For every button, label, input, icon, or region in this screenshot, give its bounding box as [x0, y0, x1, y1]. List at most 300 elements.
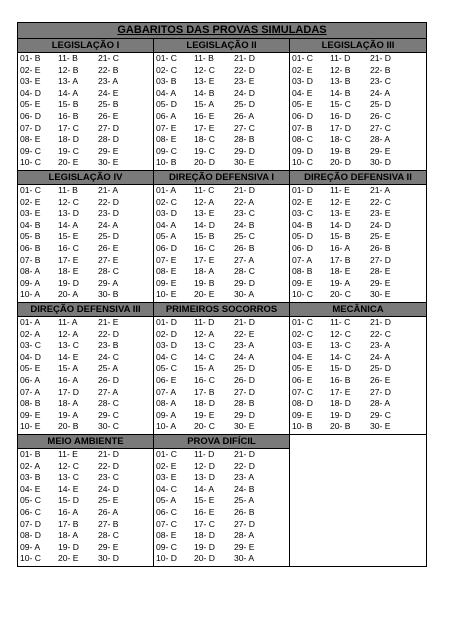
answer-item: 14- B	[194, 87, 215, 98]
answer-grid	[154, 185, 289, 302]
answer-item: 01- C	[292, 53, 314, 63]
answer-item: 05- C	[20, 495, 42, 506]
answer-item: 26- E	[98, 243, 119, 253]
answer-item: 22- D	[234, 64, 256, 75]
answer-item: 30- E	[370, 289, 391, 300]
answer-item: 15- A	[58, 363, 79, 374]
answer-item: 19- D	[330, 409, 352, 420]
answer-item: 10- B	[156, 157, 177, 168]
answer-item: 16- B	[330, 375, 351, 385]
answer-item: 10- A	[156, 421, 177, 432]
answer-item: 07- E	[156, 254, 177, 265]
answer-item: 11- C	[194, 185, 215, 195]
section-primeiros-socorros	[154, 303, 290, 435]
answer-item: 17- B	[58, 518, 79, 529]
answer-item: 21- A	[98, 185, 119, 195]
answer-item: 21- D	[370, 53, 392, 63]
answer-item: 29- C	[370, 409, 392, 420]
answer-grid	[154, 53, 289, 170]
section-direcao-defensiva-1	[154, 171, 290, 303]
answer-item: 25- D	[370, 363, 392, 374]
answer-item: 06- D	[20, 111, 42, 121]
answer-item: 09- A	[20, 277, 41, 288]
answer-item: 16- A	[330, 243, 351, 253]
answer-item: 13- A	[58, 76, 79, 87]
answer-item: 06- D	[292, 111, 314, 121]
answer-item: 12- C	[58, 460, 80, 471]
answer-item: 18- D	[330, 398, 352, 409]
answer-item: 06- E	[156, 375, 177, 385]
answer-item: 11- D	[330, 53, 351, 63]
answer-item: 26- A	[234, 111, 255, 121]
answer-item: 25- A	[98, 363, 119, 374]
answer-item: 06- A	[20, 375, 41, 385]
answer-item: 17- B	[194, 386, 215, 397]
answer-item: 27- A	[234, 254, 255, 265]
answer-item: 27- B	[98, 518, 119, 529]
answer-item: 18- A	[58, 530, 79, 541]
answer-item: 21- D	[98, 449, 120, 459]
answer-item: 23- E	[234, 76, 255, 87]
answer-item: 03- E	[20, 76, 41, 87]
answer-item: 14- E	[58, 483, 79, 494]
answer-item: 19- D	[58, 541, 80, 552]
answer-item: 15- E	[194, 495, 215, 506]
answer-item: 20- D	[194, 157, 216, 168]
answer-item: 04- C	[156, 483, 178, 494]
section-direcao-defensiva-2	[290, 171, 427, 303]
answer-item: 24- A	[370, 87, 391, 98]
answer-item: 14- A	[194, 483, 215, 494]
answer-item: 02- C	[292, 328, 314, 339]
answer-item: 01- B	[20, 449, 41, 459]
answer-item: 30- E	[234, 421, 255, 432]
answer-item: 20- E	[194, 289, 215, 300]
answer-item: 23- C	[234, 208, 256, 219]
answer-item: 15- B	[330, 231, 351, 242]
answer-item: 22- D	[98, 460, 120, 471]
answer-item: 20- E	[58, 157, 79, 168]
answer-item: 22- D	[98, 196, 120, 207]
answer-item: 11- D	[194, 449, 215, 459]
section-legislacao-2	[154, 39, 290, 171]
answer-item: 07- A	[292, 254, 313, 265]
answer-item: 22- B	[98, 64, 119, 75]
answer-item: 29- E	[370, 277, 391, 288]
answer-item: 19- A	[330, 277, 351, 288]
answer-item: 18- C	[330, 134, 352, 145]
answer-item: 07- B	[20, 254, 41, 265]
answer-item: 14- B	[330, 87, 351, 98]
answer-item: 26- B	[234, 243, 255, 253]
answer-item: 22- A	[234, 196, 255, 207]
answer-item: 27- D	[98, 122, 120, 133]
answer-item: 26- A	[98, 507, 119, 517]
answer-item: 04- D	[20, 351, 42, 362]
answer-item: 23- B	[98, 340, 119, 351]
answer-item: 25- D	[234, 363, 256, 374]
answer-item: 15- A	[194, 363, 215, 374]
answer-item: 19- E	[194, 409, 215, 420]
answer-item: 15- E	[58, 231, 79, 242]
answer-item: 07- C	[292, 386, 314, 397]
section-header: LEGISLAÇÃO IV	[18, 171, 153, 185]
answer-item: 23- D	[98, 208, 120, 219]
answer-item: 14- E	[58, 351, 79, 362]
answer-item: 25- D	[98, 231, 120, 242]
answer-grid	[154, 317, 289, 434]
answer-item: 14- D	[330, 219, 352, 230]
answer-item: 21- D	[370, 317, 392, 327]
answer-item: 08- E	[156, 266, 177, 277]
section-row-1	[17, 39, 427, 171]
answer-item: 29- E	[98, 145, 119, 156]
answer-item: 21- A	[370, 185, 391, 195]
answer-item: 30- E	[234, 157, 255, 168]
answer-item: 25- C	[234, 231, 256, 242]
answer-item: 27- A	[98, 386, 119, 397]
answer-item: 02- E	[156, 460, 177, 471]
answer-item: 01- C	[292, 317, 314, 327]
answer-grid	[18, 317, 153, 434]
answer-item: 28- A	[370, 134, 391, 145]
answer-item: 05- D	[156, 99, 178, 110]
answer-item: 20- E	[58, 553, 79, 564]
answer-item: 19- B	[330, 145, 351, 156]
answer-item: 01- A	[20, 317, 41, 327]
answer-item: 09- E	[156, 277, 177, 288]
answer-item: 03- C	[292, 208, 314, 219]
answer-item: 23- A	[370, 340, 391, 351]
section-legislacao-3	[290, 39, 427, 171]
answer-item: 12- B	[58, 64, 79, 75]
answer-item: 28- C	[98, 530, 120, 541]
answer-item: 06- C	[20, 507, 42, 517]
answer-item: 02- E	[20, 196, 41, 207]
answer-item: 26- E	[98, 111, 119, 121]
answer-item: 08- E	[156, 134, 177, 145]
answer-item: 06- E	[292, 375, 313, 385]
answer-item: 12- B	[330, 64, 351, 75]
answer-item: 03- D	[156, 340, 178, 351]
answer-item: 17- C	[194, 518, 216, 529]
answer-item: 03- B	[20, 472, 41, 483]
answer-item: 22- D	[98, 328, 120, 339]
answer-item: 03- E	[292, 340, 313, 351]
answer-item: 22- C	[370, 196, 392, 207]
section-meio-ambiente	[17, 435, 154, 567]
answer-item: 16- B	[58, 111, 79, 121]
answer-item: 14- A	[58, 219, 79, 230]
answer-item: 14- D	[194, 219, 216, 230]
answer-item: 11- E	[330, 185, 350, 195]
answer-item: 18- E	[58, 266, 79, 277]
section-legislacao-4	[17, 171, 154, 303]
answer-item: 14- C	[330, 351, 352, 362]
answer-item: 15- B	[58, 99, 79, 110]
answer-item: 23- A	[234, 340, 255, 351]
answer-item: 13- E	[330, 208, 351, 219]
section-mecanica	[290, 303, 427, 435]
answer-item: 27- D	[370, 386, 392, 397]
answer-item: 17- D	[330, 122, 352, 133]
section-header: DIREÇÃO DEFENSIVA II	[290, 171, 426, 185]
answer-item: 16- E	[194, 111, 215, 121]
answer-item: 01- D	[156, 317, 178, 327]
answer-item: 01- D	[292, 185, 314, 195]
answer-item: 13- D	[58, 208, 80, 219]
answer-item: 30- D	[370, 157, 392, 168]
answer-grid	[290, 185, 426, 302]
answer-grid	[154, 449, 289, 566]
answer-grid	[290, 53, 426, 170]
answer-item: 23- C	[98, 472, 120, 483]
answer-item: 24- A	[98, 219, 119, 230]
answer-item: 12- E	[330, 196, 351, 207]
answer-item: 06- C	[156, 507, 178, 517]
answer-item: 05- E	[292, 99, 313, 110]
answer-item: 29- D	[234, 409, 256, 420]
answer-item: 16- E	[194, 507, 215, 517]
answer-item: 15- D	[330, 363, 352, 374]
answer-item: 12- A	[194, 328, 215, 339]
answer-item: 26- B	[234, 507, 255, 517]
answer-item: 12- A	[58, 328, 79, 339]
answer-item: 17- E	[194, 122, 215, 133]
answer-item: 26- D	[98, 375, 120, 385]
answer-item: 04- A	[156, 87, 177, 98]
answer-item: 10- D	[156, 553, 178, 564]
answer-item: 02- A	[20, 328, 41, 339]
answer-item: 05- C	[156, 363, 178, 374]
answer-item: 07- D	[20, 518, 42, 529]
answer-item: 08- A	[156, 398, 177, 409]
answer-item: 09- E	[292, 277, 313, 288]
answer-item: 12- A	[194, 196, 215, 207]
answer-item: 04- E	[292, 87, 313, 98]
answer-item: 05- A	[156, 231, 177, 242]
answer-item: 29- E	[98, 541, 119, 552]
answer-item: 13- C	[58, 472, 80, 483]
answer-item: 02- E	[292, 64, 313, 75]
answer-item: 11- B	[194, 53, 214, 63]
answer-item: 02- C	[156, 196, 178, 207]
answer-item: 18- D	[58, 134, 80, 145]
answer-item: 16- C	[194, 243, 216, 253]
answer-grid	[18, 185, 153, 302]
answer-item: 25- D	[370, 99, 392, 110]
answer-item: 08- A	[20, 266, 41, 277]
answer-item: 01- B	[20, 53, 41, 63]
answer-item: 20- D	[194, 553, 216, 564]
answer-item: 19- B	[194, 277, 215, 288]
answer-item: 28- B	[234, 398, 255, 409]
answer-item: 06- A	[156, 111, 177, 121]
answer-item: 16- A	[58, 375, 79, 385]
answer-item: 04- E	[20, 483, 41, 494]
answer-item: 20- D	[330, 157, 352, 168]
answer-item: 10- C	[20, 553, 42, 564]
answer-item: 18- A	[58, 398, 79, 409]
answer-item: 25- E	[98, 495, 119, 506]
answer-item: 24- D	[234, 87, 256, 98]
answer-item: 06- D	[292, 243, 314, 253]
answer-item: 10- C	[292, 289, 314, 300]
section-header: PROVA DIFÍCIL	[154, 435, 289, 449]
answer-item: 08- D	[292, 398, 314, 409]
answer-item: 17- E	[194, 254, 215, 265]
answer-item: 16- C	[58, 243, 80, 253]
answer-item: 21- E	[98, 317, 119, 327]
answer-item: 01- C	[20, 185, 42, 195]
answer-item: 10- E	[20, 421, 41, 432]
section-header: LEGISLAÇÃO III	[290, 39, 426, 53]
answer-item: 20- A	[58, 289, 79, 300]
section-legislacao-1	[17, 39, 154, 171]
answer-item: 06- D	[156, 243, 178, 253]
answer-item: 27- C	[234, 122, 256, 133]
answer-item: 25- A	[234, 495, 255, 506]
section-row-2	[17, 171, 427, 303]
answer-item: 09- E	[292, 409, 313, 420]
answer-item: 28- C	[234, 266, 256, 277]
answer-item: 03- D	[292, 76, 314, 87]
answer-item: 04- B	[20, 219, 41, 230]
answer-item: 11- A	[58, 317, 78, 327]
answer-item: 04- E	[292, 351, 313, 362]
section-header: MECÂNICA	[290, 303, 426, 317]
answer-item: 30- E	[370, 421, 391, 432]
section-prova-dificil	[154, 435, 290, 567]
section-header: LEGISLAÇÃO I	[18, 39, 153, 53]
answer-item: 13- D	[194, 472, 216, 483]
answer-item: 24- E	[98, 87, 119, 98]
answer-item: 10- C	[20, 157, 42, 168]
answer-grid	[290, 317, 426, 434]
answer-item: 10- C	[292, 157, 314, 168]
answer-item: 09- C	[20, 145, 42, 156]
answer-item: 24- B	[234, 483, 255, 494]
answer-item: 18- E	[330, 266, 351, 277]
answer-item: 13- C	[330, 340, 352, 351]
section-header: LEGISLAÇÃO II	[154, 39, 289, 53]
answer-item: 09- C	[156, 145, 178, 156]
answer-item: 05- D	[292, 231, 314, 242]
answer-item: 07- A	[156, 386, 177, 397]
answer-item: 22- E	[234, 328, 255, 339]
answer-item: 19- A	[58, 409, 79, 420]
answer-item: 02- C	[156, 64, 178, 75]
answer-item: 19- C	[58, 145, 80, 156]
answer-item: 27- C	[370, 122, 392, 133]
answer-item: 12- C	[330, 328, 352, 339]
answer-item: 03- E	[20, 208, 41, 219]
answer-item: 29- E	[234, 541, 255, 552]
answer-item: 22- D	[234, 460, 256, 471]
answer-item: 19- D	[58, 277, 80, 288]
answer-item: 22- B	[370, 64, 391, 75]
answer-item: 03- D	[156, 208, 178, 219]
answer-item: 24- D	[98, 483, 120, 494]
section-header: MEIO AMBIENTE	[18, 435, 153, 449]
answer-item: 28- C	[98, 398, 120, 409]
answer-item: 10- E	[156, 289, 177, 300]
answer-item: 23- A	[98, 76, 119, 87]
answer-item: 07- B	[292, 122, 313, 133]
answer-item: 04- A	[156, 219, 177, 230]
section-header: DIREÇÃO DEFENSIVA III	[18, 303, 153, 317]
answer-item: 07- C	[156, 518, 178, 529]
answer-item: 11- B	[58, 53, 78, 63]
answer-item: 05- B	[20, 231, 41, 242]
answer-item: 12- C	[58, 196, 80, 207]
answer-grid	[18, 53, 153, 170]
answer-item: 03- E	[156, 472, 177, 483]
answer-item: 13- C	[194, 340, 216, 351]
answer-item: 04- D	[20, 87, 42, 98]
answer-item: 28- B	[234, 134, 255, 145]
answer-item: 24- B	[234, 219, 255, 230]
answer-item: 30- B	[98, 289, 119, 300]
answer-item: 16- C	[194, 375, 216, 385]
answer-item: 05- E	[20, 99, 41, 110]
page-title: GABARITOS DAS PROVAS SIMULADAS	[17, 22, 427, 39]
answer-item: 21- D	[234, 317, 256, 327]
answer-item: 25- E	[370, 231, 391, 242]
answer-item: 09- D	[292, 145, 314, 156]
answer-item: 15- B	[194, 231, 215, 242]
answer-item: 05- E	[20, 363, 41, 374]
answer-item: 30- A	[234, 289, 255, 300]
answer-item: 29- E	[370, 145, 391, 156]
answer-item: 08- D	[20, 530, 42, 541]
answer-item: 19- D	[194, 541, 216, 552]
answer-item: 28- D	[98, 134, 120, 145]
answer-item: 13- E	[194, 76, 215, 87]
answer-item: 28- A	[234, 530, 255, 541]
answer-item: 01- A	[156, 185, 177, 195]
answer-item: 22- C	[370, 328, 392, 339]
answer-item: 06- B	[20, 243, 41, 253]
answer-item: 24- A	[370, 351, 391, 362]
answer-item: 12- C	[194, 64, 216, 75]
answer-item: 30- D	[98, 553, 120, 564]
answer-item: 23- E	[370, 208, 391, 219]
answer-item: 30- C	[98, 421, 120, 432]
answer-item: 21- D	[234, 449, 256, 459]
answer-item: 20- C	[194, 421, 216, 432]
answer-item: 25- D	[234, 99, 256, 110]
answer-item: 09- C	[156, 541, 178, 552]
answer-item: 21- D	[234, 53, 256, 63]
section-header: PRIMEIROS SOCORROS	[154, 303, 289, 317]
answer-item: 20- B	[58, 421, 79, 432]
answer-item: 05- A	[156, 495, 177, 506]
answer-item: 02- E	[20, 64, 41, 75]
answer-item: 16- A	[58, 507, 79, 517]
answer-item: 08- E	[156, 530, 177, 541]
answer-item: 08- E	[20, 134, 41, 145]
answer-item: 15- C	[330, 99, 352, 110]
answer-item: 26- E	[370, 375, 391, 385]
answer-item: 29- C	[98, 409, 120, 420]
answer-item: 28- C	[98, 266, 120, 277]
answer-item: 27- D	[234, 386, 256, 397]
answer-item: 15- D	[58, 495, 80, 506]
answer-item: 21- C	[98, 53, 120, 63]
answer-item: 30- E	[98, 157, 119, 168]
answer-item: 01- C	[156, 53, 178, 63]
